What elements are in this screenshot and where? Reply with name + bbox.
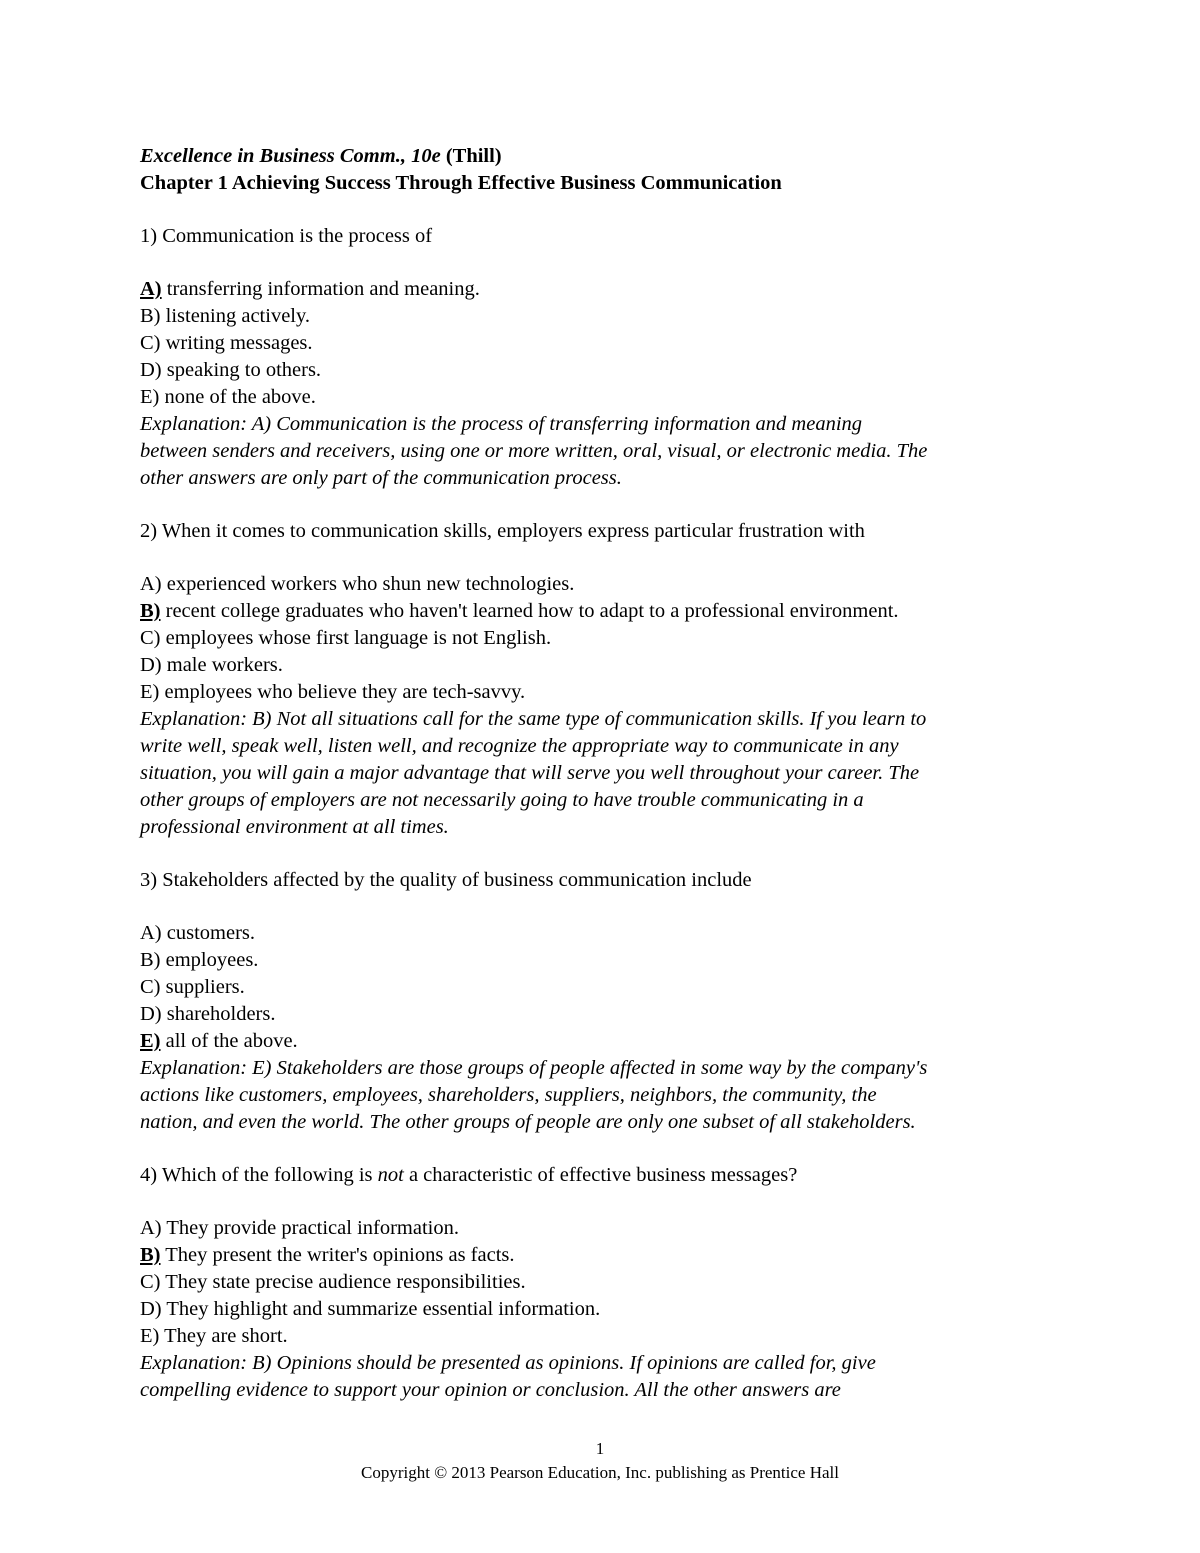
question-stem xyxy=(140,1162,1080,1189)
option-letter: D) xyxy=(140,654,162,676)
option-text: They state precise audience responsibilities. xyxy=(160,1271,526,1293)
option-letter: E) xyxy=(140,1325,160,1347)
explanation-line: between senders and receivers, using one or more written, oral, visual, or electronic media. The xyxy=(140,440,928,462)
option-letter: B) xyxy=(140,949,161,971)
stem-text: 4) Which of the following is xyxy=(140,1164,378,1186)
option-text: They highlight and summarize essential information. xyxy=(161,1298,601,1320)
option-letter: D) xyxy=(140,1298,162,1320)
option-letter: A) xyxy=(140,573,162,595)
correct-answer-letter: B) xyxy=(140,1244,161,1266)
option-letter: C) xyxy=(140,627,161,649)
option-d xyxy=(140,1001,1080,1028)
question-4 xyxy=(140,1162,1080,1404)
question-2 xyxy=(140,518,1080,841)
option-letter: C) xyxy=(140,332,161,354)
explanation-line: Explanation: A) Communication is the process of transferring information and meaning xyxy=(140,413,863,435)
option-b xyxy=(140,947,1080,974)
option-d xyxy=(140,357,1080,384)
correct-answer-letter: E) xyxy=(140,1030,161,1052)
option-b xyxy=(140,1242,1080,1269)
book-title: Excellence in Business Comm., 10e xyxy=(140,145,441,167)
option-d xyxy=(140,1296,1080,1323)
option-letter: E) xyxy=(140,386,160,408)
explanation-line: compelling evidence to support your opinion or conclusion. All the other answers are xyxy=(140,1379,841,1401)
option-b xyxy=(140,598,1080,625)
explanation-line: other groups of employers are not necessarily going to have trouble communicating in a xyxy=(140,789,864,811)
option-text: shareholders. xyxy=(161,1003,276,1025)
explanation-line: Explanation: B) Opinions should be presented as opinions. If opinions are called for, give xyxy=(140,1352,876,1374)
correct-answer-letter: A) xyxy=(140,278,162,300)
stem-text: a characteristic of effective business messages? xyxy=(403,1164,798,1186)
option-a xyxy=(140,1215,1080,1242)
question-stem: 2) When it comes to communication skills, employers express particular frustration with xyxy=(140,520,865,542)
option-text: speaking to others. xyxy=(161,359,322,381)
explanation-line: write well, speak well, listen well, and recognize the appropriate way to communicate in any xyxy=(140,735,899,757)
option-text: customers. xyxy=(161,922,256,944)
option-letter: D) xyxy=(140,359,162,381)
option-text: listening actively. xyxy=(160,305,311,327)
explanation-line: nation, and even the world. The other groups of people are only one subset of all stakeholders. xyxy=(140,1111,916,1133)
chapter-title: Chapter 1 Achieving Success Through Effective Business Communication xyxy=(140,172,782,194)
option-e xyxy=(140,1323,1080,1350)
option-letter: A) xyxy=(140,922,162,944)
book-author: (Thill) xyxy=(440,145,502,167)
option-text: They present the writer's opinions as facts. xyxy=(160,1244,515,1266)
option-a xyxy=(140,571,1080,598)
option-text: employees who believe they are tech-savvy. xyxy=(159,681,526,703)
copyright-notice: Copyright © 2013 Pearson Education, Inc. publishing as Prentice Hall xyxy=(361,1463,839,1482)
explanation-line: other answers are only part of the communication process. xyxy=(140,467,622,489)
option-letter: B) xyxy=(140,305,161,327)
option-c xyxy=(140,625,1080,652)
option-c xyxy=(140,1269,1080,1296)
option-letter: E) xyxy=(140,681,160,703)
explanation-line: actions like customers, employees, shareholders, suppliers, neighbors, the community, the xyxy=(140,1084,877,1106)
option-b xyxy=(140,303,1080,330)
question-stem: 1) Communication is the process of xyxy=(140,225,433,247)
option-text: writing messages. xyxy=(160,332,313,354)
option-text: recent college graduates who haven't learned how to adapt to a professional environment. xyxy=(160,600,899,622)
option-text: male workers. xyxy=(161,654,283,676)
option-letter: A) xyxy=(140,1217,162,1239)
correct-answer-letter: B) xyxy=(140,600,161,622)
option-text: employees. xyxy=(160,949,259,971)
option-d xyxy=(140,652,1080,679)
explanation-line: Explanation: B) Not all situations call for the same type of communication skills. If you learn to xyxy=(140,708,927,730)
explanation-line: professional environment at all times. xyxy=(140,816,449,838)
option-e xyxy=(140,1028,1080,1055)
stem-emphasis: not xyxy=(377,1164,404,1186)
question-stem: 3) Stakeholders affected by the quality of business communication include xyxy=(140,869,752,891)
option-c xyxy=(140,330,1080,357)
option-text: suppliers. xyxy=(160,976,245,998)
question-1 xyxy=(140,223,1080,492)
question-3 xyxy=(140,867,1080,1136)
explanation-line: situation, you will gain a major advantage that will serve you well throughout your career. The xyxy=(140,762,920,784)
page-number: 1 xyxy=(595,1439,605,1458)
option-letter: D) xyxy=(140,1003,162,1025)
option-text: experienced workers who shun new technologies. xyxy=(161,573,575,595)
option-a xyxy=(140,276,1080,303)
option-text: employees whose first language is not English. xyxy=(160,627,552,649)
book-header xyxy=(140,143,1080,170)
page-content xyxy=(140,143,1080,1404)
option-e xyxy=(140,679,1080,706)
explanation-line: Explanation: E) Stakeholders are those groups of people affected in some way by the company's xyxy=(140,1057,928,1079)
option-text: all of the above. xyxy=(160,1030,298,1052)
option-text: none of the above. xyxy=(159,386,316,408)
option-text: They provide practical information. xyxy=(161,1217,459,1239)
option-e xyxy=(140,384,1080,411)
option-letter: C) xyxy=(140,1271,161,1293)
option-text: transferring information and meaning. xyxy=(161,278,480,300)
option-text: They are short. xyxy=(159,1325,288,1347)
option-letter: C) xyxy=(140,976,161,998)
option-a xyxy=(140,920,1080,947)
option-c xyxy=(140,974,1080,1001)
